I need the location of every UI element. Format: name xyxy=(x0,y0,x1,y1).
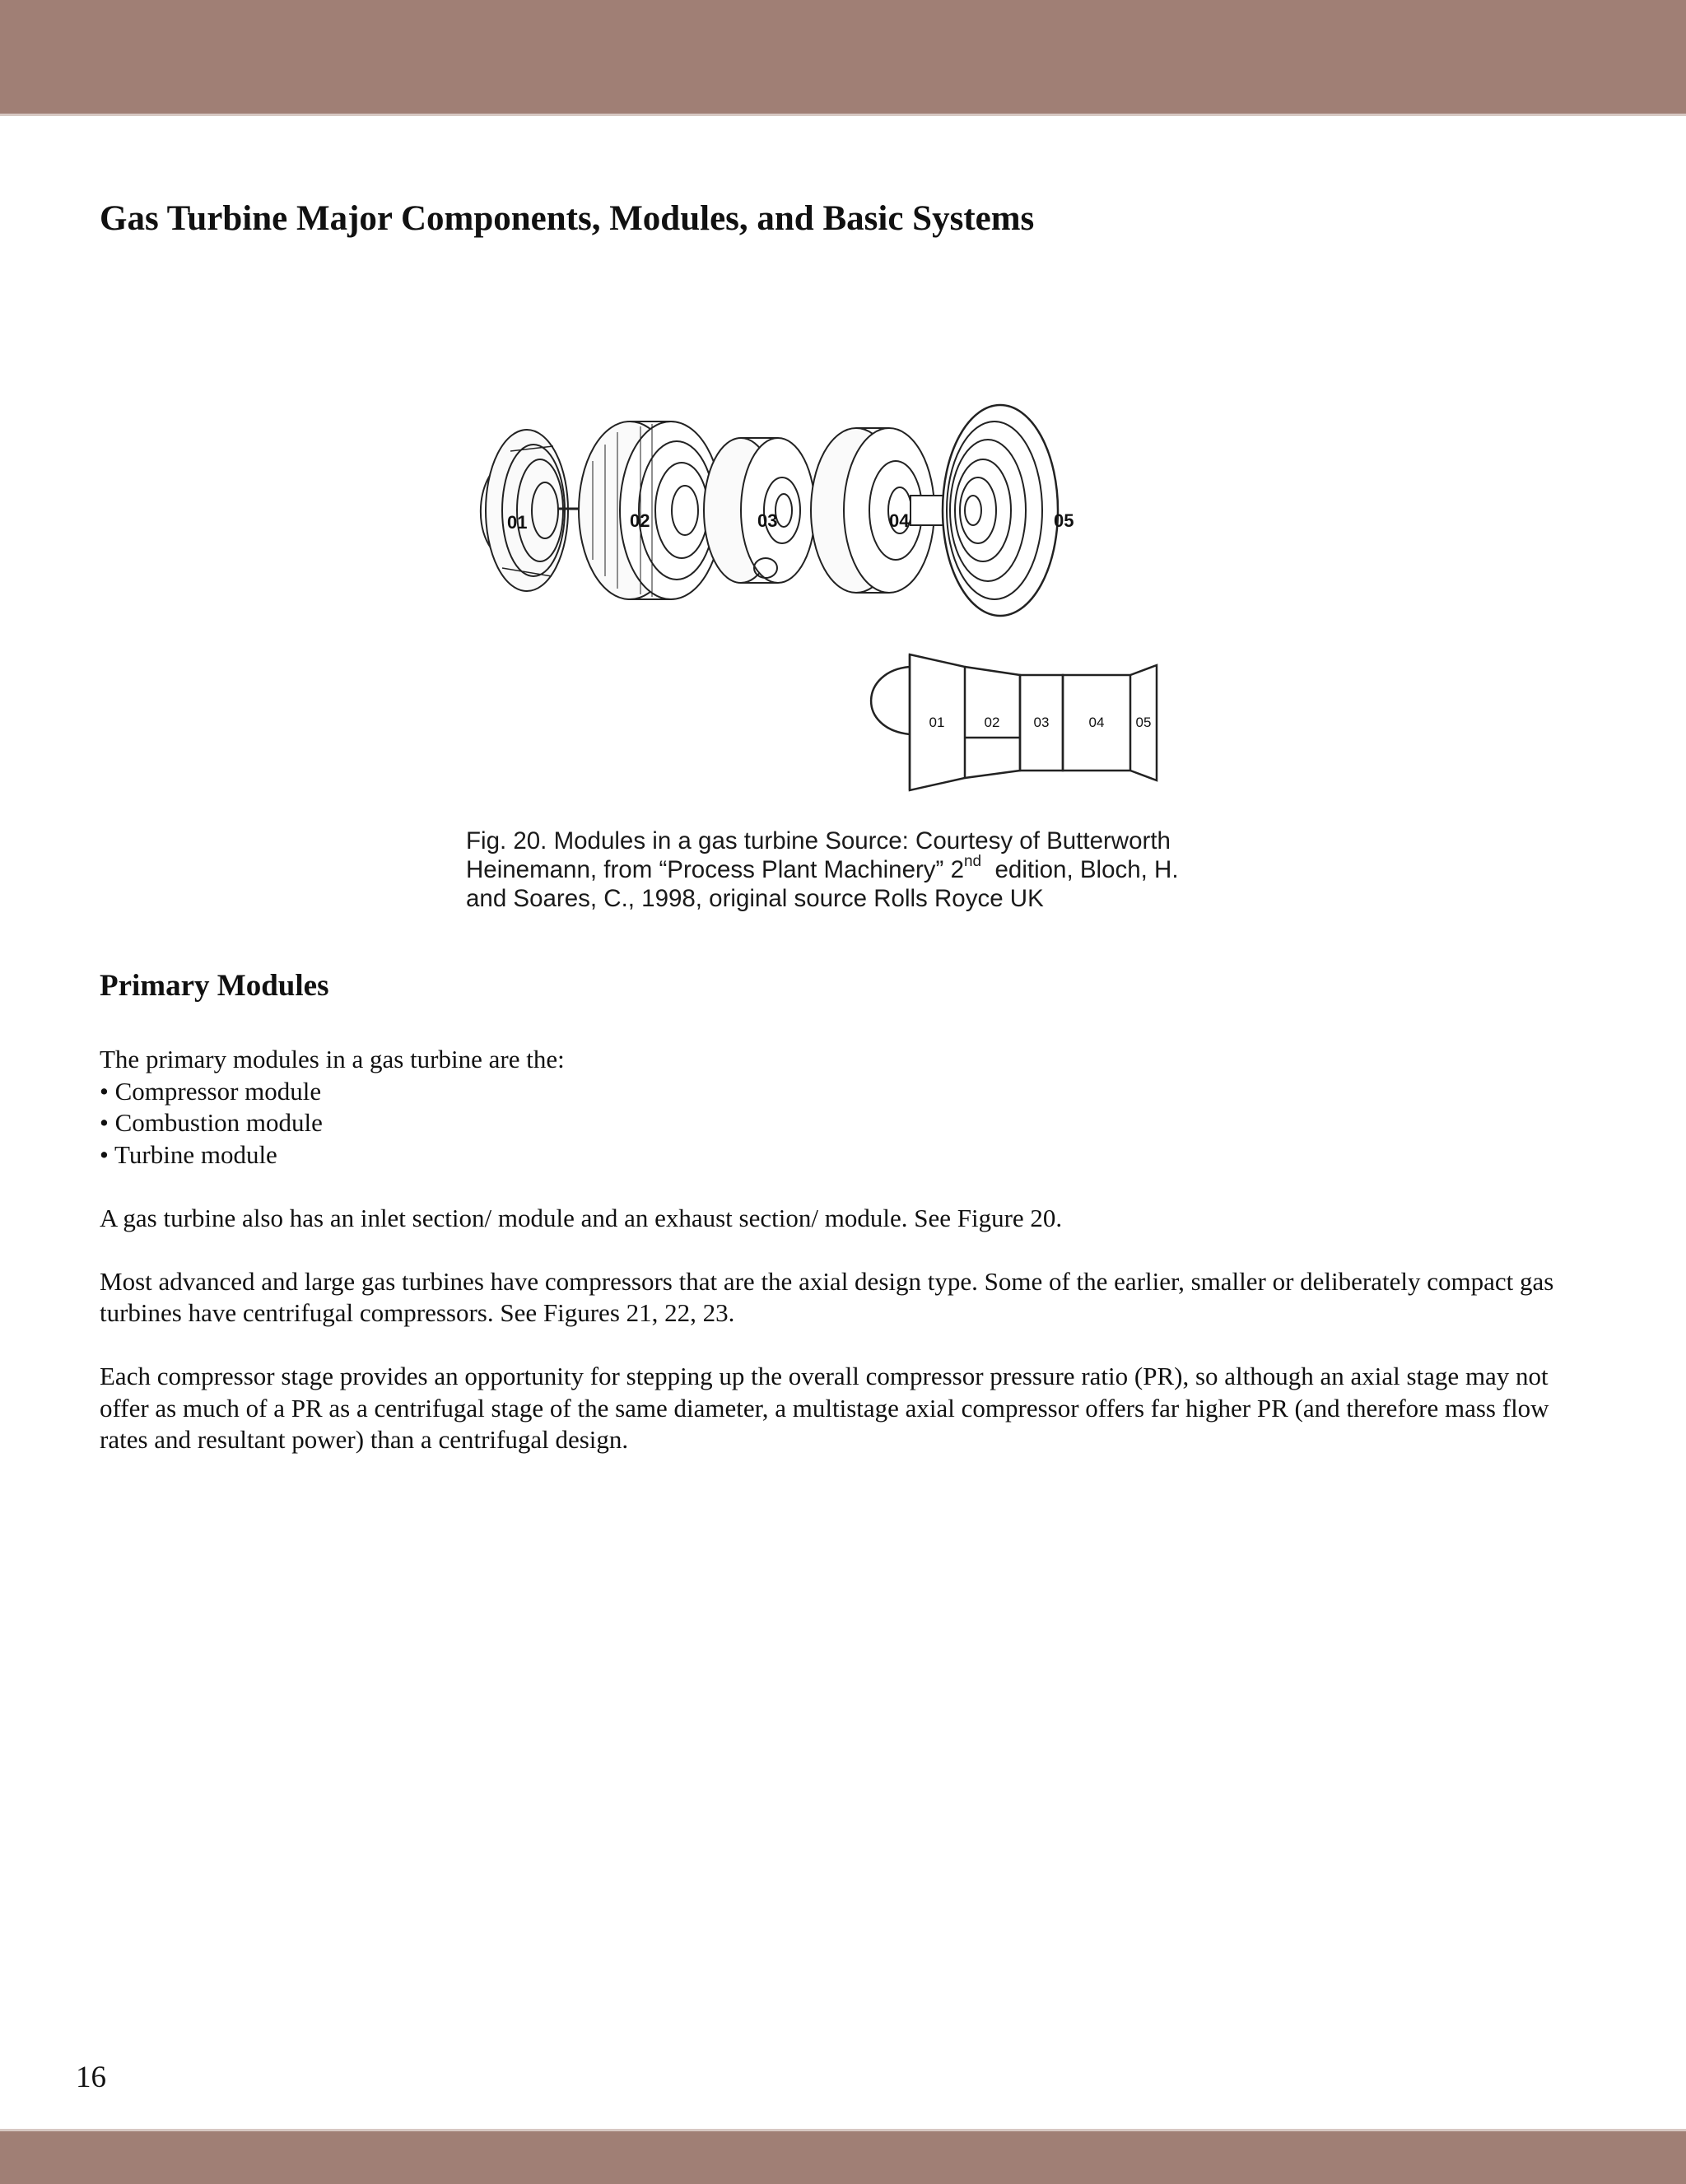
module-04-drawing xyxy=(811,428,952,593)
list-item: • Compressor module xyxy=(100,1076,322,1106)
list-item: • Combustion module xyxy=(100,1108,323,1137)
paragraph-inlet-exhaust: A gas turbine also has an inlet section/ module and an exhaust section/ module. See Figure 20. xyxy=(100,1203,1063,1232)
caption-line-1: Fig. 20. Modules in a gas turbine Source: Courtesy of Butterworth xyxy=(466,827,1171,855)
paragraph-compressor-types: Most advanced and large gas turbines have compressors that are the axial design type. Some of the earlier, smaller or deliberately compact gas turbines have centrifugal compressors. See Figures 21, 22, 23. xyxy=(100,1266,1554,1327)
page-title: Gas Turbine Major Components, Modules, and Basic Systems xyxy=(100,199,1035,238)
figure-gas-turbine-modules xyxy=(461,403,1169,807)
section-heading: Primary Modules xyxy=(100,969,329,1003)
list-item: • Turbine module xyxy=(100,1139,277,1169)
schematic-label-03: 03 xyxy=(1033,715,1050,730)
modules-list xyxy=(100,1076,1598,1171)
schematic-label-04: 04 xyxy=(1088,715,1105,730)
schematic-label-02: 02 xyxy=(984,715,1000,730)
header-band xyxy=(0,0,1686,116)
figure-caption xyxy=(466,827,1240,913)
drawing-label-05: 05 xyxy=(1054,510,1074,531)
paragraph-pressure-ratio: Each compressor stage provides an opportunity for stepping up the overall compressor pressure ratio (PR), so although an axial stage may not offer as much of a PR as a centrifugal stage of the same diameter, a multistage axial compressor offers far higher PR (and therefore mass flow rates and resultant power) than a centrifugal design. xyxy=(100,1362,1549,1454)
schematic-label-01: 01 xyxy=(929,715,945,730)
module-schematic xyxy=(871,654,1157,790)
caption-line-2: Heinemann, from “Process Plant Machinery” 2 xyxy=(466,856,964,883)
schematic-label-05: 05 xyxy=(1135,715,1152,730)
caption-line-3: and Soares, C., 1998, original source Rolls Royce UK xyxy=(466,885,1044,912)
module-01-drawing xyxy=(481,430,593,591)
drawing-label-02: 02 xyxy=(630,510,650,531)
caption-line-2-end: edition, Bloch, H. xyxy=(981,856,1179,883)
module-02-drawing xyxy=(579,421,722,599)
intro-paragraph: The primary modules in a gas turbine are the: xyxy=(100,1045,565,1073)
module-05-drawing xyxy=(943,405,1058,616)
drawing-label-04: 04 xyxy=(889,510,910,531)
exploded-modules-drawing xyxy=(461,403,1169,807)
footer-band xyxy=(0,2129,1686,2184)
page-number: 16 xyxy=(76,2061,106,2094)
drawing-label-01: 01 xyxy=(507,512,528,533)
drawing-label-03: 03 xyxy=(757,510,778,531)
caption-superscript: nd xyxy=(963,853,982,870)
body-text xyxy=(100,1044,1598,1488)
